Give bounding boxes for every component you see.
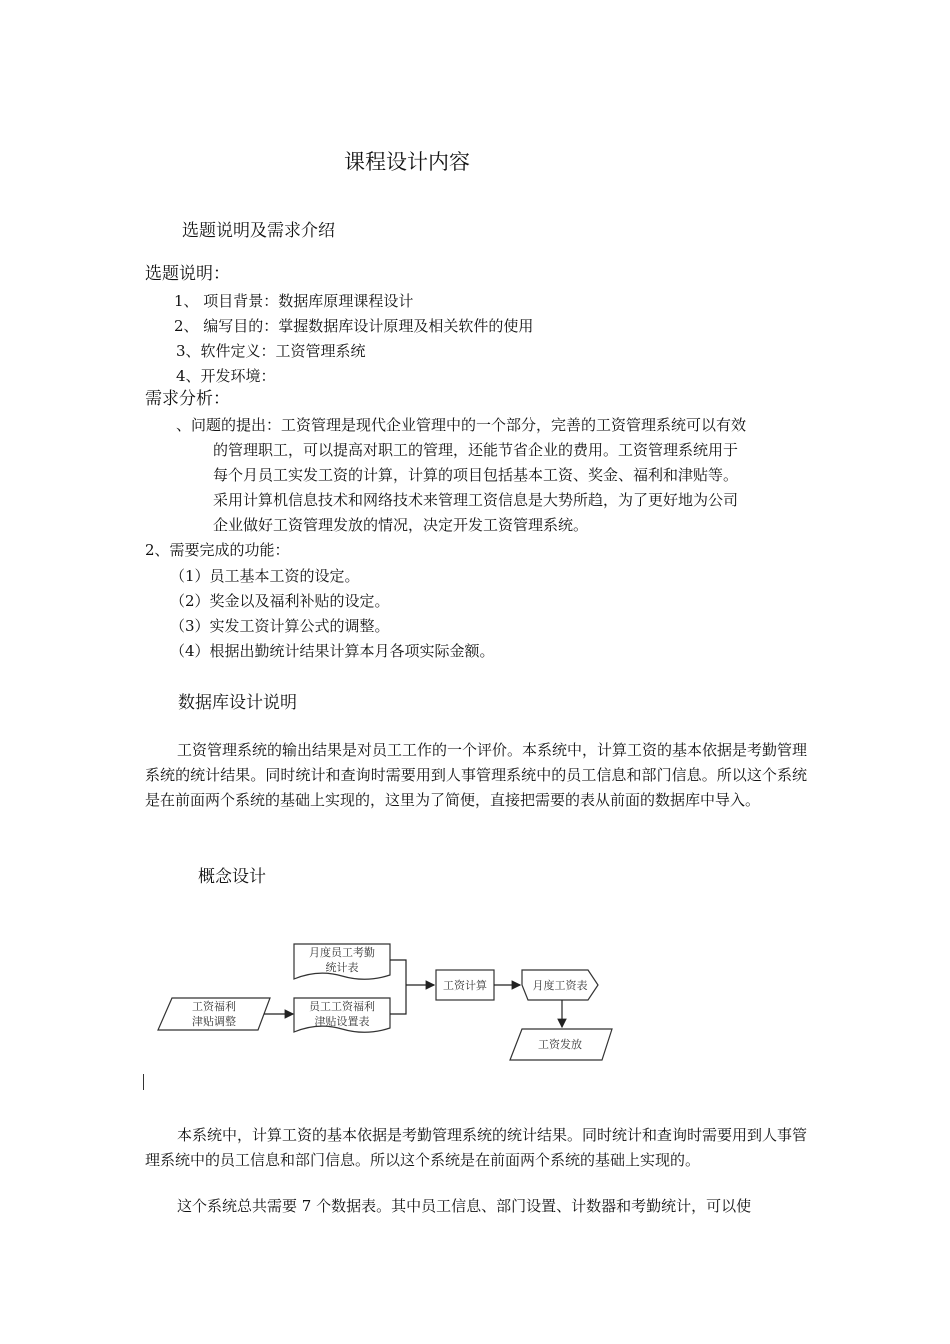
- table-count-line: 这个系统总共需要 7 个数据表。其中员工信息、部门设置、计数器和考勤统计，可以使: [177, 1197, 752, 1215]
- requirements-label: 需求分析：: [145, 389, 230, 409]
- problem-line: 企业做好工资管理发放的情况，决定开发工资管理系统。: [213, 516, 589, 534]
- problem-line: 的管理职工，可以提高对职工的管理，还能节省企业的费用。工资管理系统用于: [213, 441, 739, 459]
- adjust-label-2: 津贴调整: [192, 1015, 236, 1028]
- problem-line: 、问题的提出：工资管理是现代企业管理中的一个部分，完善的工资管理系统可以有效: [176, 416, 747, 434]
- function-item: （3）实发工资计算公式的调整。: [170, 617, 390, 635]
- topic-item-background: 1、 项目背景：数据库原理课程设计: [174, 292, 414, 310]
- problem-line: 每个月员工实发工资的计算，计算的项目包括基本工资、奖金、福利和津贴等。: [213, 466, 739, 484]
- section-heading-concept: 概念设计: [198, 867, 266, 887]
- text-cursor: [143, 1074, 144, 1090]
- attendance-label-1: 月度员工考勤: [309, 946, 375, 959]
- topic-item-definition: 3、软件定义：工资管理系统: [176, 342, 366, 360]
- salary-calc-label: 工资计算: [443, 979, 487, 992]
- welfare-label-1: 员工工资福利: [309, 1000, 375, 1013]
- function-item: （4）根据出勤统计结果计算本月各项实际金额。: [170, 642, 495, 660]
- page-title: 课程设计内容: [344, 150, 470, 174]
- topic-item-purpose: 2、 编写目的：掌握数据库设计原理及相关软件的使用: [174, 317, 534, 335]
- concept-flow-diagram: [150, 932, 630, 1067]
- attendance-label-2: 统计表: [325, 961, 359, 974]
- system-basis-paragraph: 本系统中，计算工资的基本依据是考勤管理系统的统计结果。同时统计和查询时需要用到人事管理系统中的员工信息和部门信息。所以这个系统是在前面两个系统的基础上实现的。: [145, 1126, 808, 1169]
- topic-item-environment: 4、开发环境：: [176, 367, 276, 385]
- monthly-salary-label: 月度工资表: [532, 979, 588, 992]
- db-design-paragraph: 工资管理系统的输出结果是对员工工作的一个评价。本系统中，计算工资的基本依据是考勤管理系统的统计结果。同时统计和查询时需要用到人事管理系统中的员工信息和部门信息。所以这个系统是在前面两个系统的基础上实现的，这里为了简便，直接把需要的表从前面的数据库中导入。: [145, 741, 808, 809]
- payout-label: 工资发放: [538, 1038, 582, 1051]
- section-heading-topic: 选题说明及需求介绍: [182, 221, 335, 241]
- problem-line: 采用计算机信息技术和网络技术来管理工资信息是大势所趋，为了更好地为公司: [213, 491, 739, 509]
- functions-label: 2、需要完成的功能：: [145, 541, 290, 559]
- adjust-label-1: 工资福利: [192, 1000, 236, 1013]
- function-item: （2）奖金以及福利补贴的设定。: [170, 592, 390, 610]
- function-item: （1）员工基本工资的设定。: [170, 567, 360, 585]
- attendance-connector: [390, 960, 406, 1014]
- section-heading-db-design: 数据库设计说明: [178, 693, 297, 713]
- topic-label: 选题说明：: [145, 264, 230, 284]
- welfare-label-2: 津贴设置表: [314, 1015, 370, 1028]
